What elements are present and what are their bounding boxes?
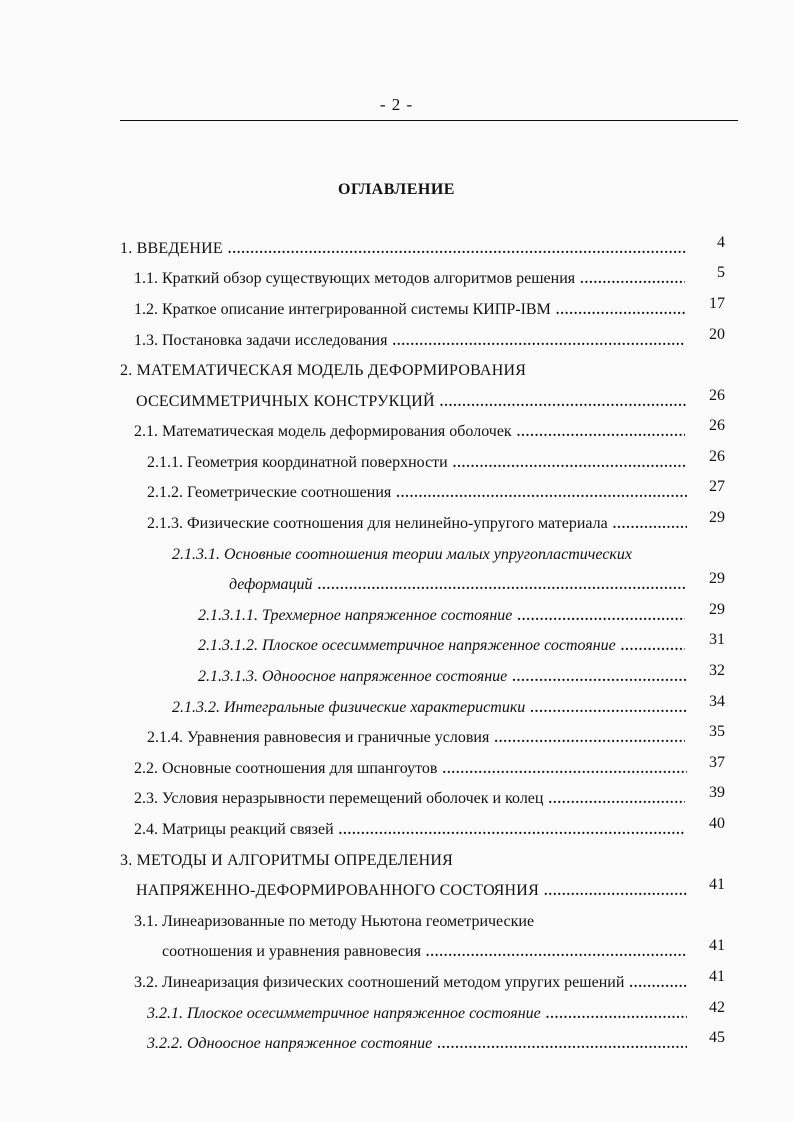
toc-entry-page: 32 <box>709 662 725 679</box>
toc-entry-text: 2.1.4. Уравнения равновесия и граничные условия <box>147 729 490 746</box>
toc-entry[interactable] <box>0 601 793 631</box>
toc-entry-text: 2.1.2. Геометрические соотношения <box>147 484 392 501</box>
toc-entry-page: 40 <box>709 815 725 832</box>
toc-leader-dots <box>228 235 687 265</box>
toc-entry[interactable] <box>0 907 793 937</box>
toc-entry-text: 2.2. Основные соотношения для шпангоутов <box>134 760 438 777</box>
toc-entry-text: 2.1.3.1.3. Одноосное напряженное состояние <box>198 668 508 685</box>
toc-entry-text: деформаций <box>229 576 313 593</box>
toc-leader-dots <box>629 969 687 999</box>
toc-entry-page: 31 <box>709 631 725 648</box>
toc-leader-dots <box>494 724 685 754</box>
toc-entry-text: 3.2. Линеаризация физических соотношений методом упругих решений <box>134 974 625 991</box>
toc-entry-page: 34 <box>709 693 725 710</box>
toc-entry[interactable] <box>0 631 793 661</box>
toc-leader-dots <box>546 1000 687 1030</box>
toc-entry-text: 2. МАТЕМАТИЧЕСКАЯ МОДЕЛЬ ДЕФОРМИРОВАНИЯ <box>120 362 527 379</box>
toc-entry-page: 20 <box>709 326 725 343</box>
toc-entry-page: 41 <box>709 937 725 954</box>
toc-entry[interactable] <box>0 417 793 447</box>
toc-entry-page: 35 <box>709 723 725 740</box>
toc-entry[interactable] <box>0 937 793 967</box>
toc-leader-dots <box>396 479 687 509</box>
toc-title: ОГЛАВЛЕНИЕ <box>338 181 455 198</box>
toc-entry[interactable] <box>0 754 793 784</box>
toc-leader-dots <box>392 327 685 357</box>
toc-entry-page: 27 <box>709 478 725 495</box>
toc-entry[interactable] <box>0 662 793 692</box>
toc-entry-page: 42 <box>709 999 725 1016</box>
toc-entry-text: 2.1.3.1.1. Трехмерное напряженное состояние <box>198 607 513 624</box>
toc-entry-text: 3. МЕТОДЫ И АЛГОРИТМЫ ОПРЕДЕЛЕНИЯ <box>120 852 454 869</box>
toc-leader-dots <box>512 663 687 693</box>
toc-entry-page: 4 <box>717 234 725 251</box>
toc-leader-dots <box>440 388 687 418</box>
toc-entry[interactable] <box>0 570 793 600</box>
toc-entry-text: НАПРЯЖЕННО-ДЕФОРМИРОВАННОГО СОСТОЯНИЯ <box>136 882 539 899</box>
toc-entry-text: 1.3. Постановка задачи исследования <box>134 332 388 349</box>
toc-entry[interactable] <box>0 326 793 356</box>
toc-entry-page: 41 <box>709 968 725 985</box>
toc-entry-page: 5 <box>717 264 725 281</box>
toc-entry[interactable] <box>0 815 793 845</box>
toc-entry[interactable] <box>0 356 793 386</box>
toc-entry-page: 29 <box>709 570 725 587</box>
toc-entry-text: 1. ВВЕДЕНИЕ <box>120 240 223 257</box>
header-rule <box>120 120 738 121</box>
toc-leader-dots <box>442 755 687 785</box>
toc-entry-page: 45 <box>709 1029 725 1046</box>
toc-entry-text: 2.1. Математическая модель деформирования оболочек <box>134 423 512 440</box>
toc-leader-dots <box>556 296 685 326</box>
toc-entry-text: соотношения и уравнения равновесия <box>162 943 421 960</box>
toc-entry[interactable] <box>0 387 793 417</box>
toc-entry[interactable] <box>0 509 793 539</box>
toc-entry[interactable] <box>0 968 793 998</box>
toc-leader-dots <box>453 449 685 479</box>
toc-entry-text: 2.1.3. Физические соотношения для нелинейно-упругого материала <box>147 515 608 532</box>
toc-entry-text: 2.4. Матрицы реакций связей <box>134 821 334 838</box>
toc-entry-text: 2.1.1. Геометрия координатной поверхности <box>147 454 448 471</box>
toc-entry-text: 2.1.3.1.2. Плоское осесимметричное напряженное состояние <box>198 637 616 654</box>
toc-entry-page: 26 <box>709 417 725 434</box>
page-number: - 2 - <box>379 95 414 114</box>
toc-entry-text: ОСЕСИММЕТРИЧНЫХ КОНСТРУКЦИЙ <box>136 393 435 410</box>
toc-entry[interactable] <box>0 846 793 876</box>
toc-entry[interactable] <box>0 234 793 264</box>
toc-entry-page: 29 <box>709 601 725 618</box>
toc-entry-page: 26 <box>709 387 725 404</box>
toc-entry-text: 2.3. Условия неразрывности перемещений оболочек и колец <box>134 790 544 807</box>
toc-entry[interactable] <box>0 999 793 1029</box>
toc-entry[interactable] <box>0 693 793 723</box>
toc-entry[interactable] <box>0 478 793 508</box>
toc-entry[interactable] <box>0 264 793 294</box>
toc-entry-page: 37 <box>709 754 725 771</box>
toc-entry-page: 17 <box>709 295 725 312</box>
toc-entry-page: 29 <box>709 509 725 526</box>
toc-entry[interactable] <box>0 723 793 753</box>
toc-leader-dots <box>426 938 687 968</box>
toc-leader-dots <box>580 265 685 295</box>
toc-leader-dots <box>517 418 685 448</box>
toc-leader-dots <box>437 1030 687 1060</box>
toc-leader-dots <box>613 510 687 540</box>
toc-leader-dots <box>621 632 685 662</box>
toc-entry-text: 3.2.1. Плоское осесимметричное напряженное состояние <box>147 1005 541 1022</box>
toc-entry[interactable] <box>0 540 793 570</box>
toc-leader-dots <box>530 694 687 724</box>
toc-entry[interactable] <box>0 876 793 906</box>
toc-entry-text: 3.1. Линеаризованные по методу Ньютона геометрические <box>134 913 535 930</box>
toc-entry-page: 26 <box>709 448 725 465</box>
toc-entry-text: 1.1. Краткий обзор существующих методов алгоритмов решения <box>134 270 576 287</box>
toc-entry[interactable] <box>0 784 793 814</box>
toc-entry-page: 39 <box>709 784 725 801</box>
toc-leader-dots <box>544 877 687 907</box>
toc-entry-text: 3.2.2. Одноосное напряженное состояние <box>147 1035 433 1052</box>
toc-entry[interactable] <box>0 448 793 478</box>
toc-entry[interactable] <box>0 295 793 325</box>
toc-entry-text: 1.2. Краткое описание интегрированной системы КИПР-IBM <box>134 301 551 318</box>
toc-entry-page: 41 <box>709 876 725 893</box>
toc-entry[interactable] <box>0 1029 793 1059</box>
toc-leader-dots <box>517 602 685 632</box>
toc-leader-dots <box>548 785 685 815</box>
toc-leader-dots <box>318 571 687 601</box>
toc-entry-text: 2.1.3.2. Интегральные физические характеристики <box>172 699 526 716</box>
toc-entry-text: 2.1.3.1. Основные соотношения теории малых упругопластических <box>172 546 633 563</box>
toc-leader-dots <box>339 816 685 846</box>
